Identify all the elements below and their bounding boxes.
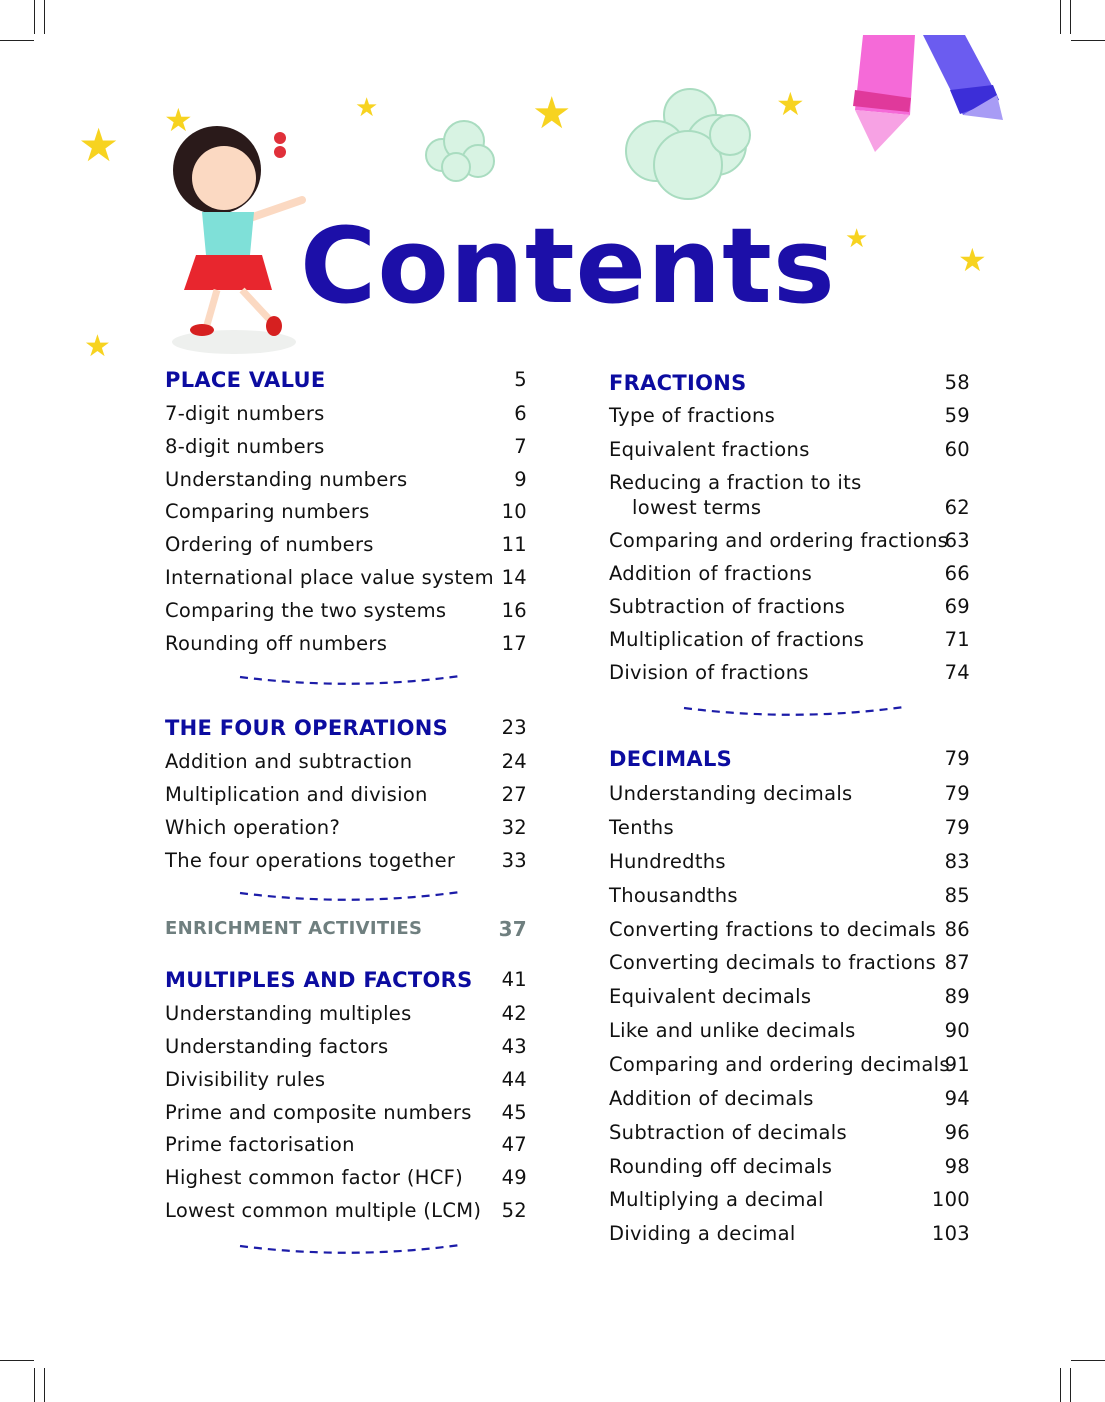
entry-title: Division of fractions [609,661,809,684]
entry-title: Converting fractions to decimals [609,918,937,941]
entry-title: Rounding off numbers [165,632,388,655]
entry-title: Reducing a fraction to its [609,471,862,494]
entry-title: Thousandths [609,884,738,907]
page-number: 49 [501,1166,527,1189]
entry-title: Rounding off decimals [609,1155,833,1178]
page-number: 10 [501,500,527,523]
page-number: 63 [944,529,970,552]
entry-title: Highest common factor (HCF) [165,1166,464,1189]
page-number: 94 [944,1087,970,1110]
star-icon: ★ [164,101,193,139]
entry-title: Tenths [609,816,674,839]
entry-title: Comparing and ordering fractions [609,529,949,552]
page-number: 17 [501,632,527,655]
entry-title: Equivalent fractions [609,438,810,461]
entry-title: THE FOUR OPERATIONS [165,716,449,740]
entry-title: Addition of fractions [609,562,813,585]
page-number: 24 [501,750,527,773]
entry-title: DECIMALS [609,747,733,771]
entry-title: Prime factorisation [165,1133,355,1156]
entry-title: Understanding decimals [609,782,853,805]
page-number: 96 [944,1121,970,1144]
page-number: 47 [501,1133,527,1156]
page-number: 37 [498,917,527,941]
entry-title: ENRICHMENT ACTIVITIES [165,918,423,939]
page-number: 9 [514,468,527,491]
section-divider [240,676,460,684]
entry-title: Comparing and ordering decimals [609,1053,950,1076]
page-number: 33 [501,849,527,872]
page-number: 87 [944,951,970,974]
page-number: 16 [501,599,527,622]
entry-title: 7-digit numbers [165,402,325,425]
entry-title: Hundredths [609,850,726,873]
entry-title: lowest terms [632,496,762,519]
page-number: 86 [944,918,970,941]
star-icon: ★ [532,88,572,139]
star-icon: ★ [776,85,805,123]
section-divider [684,707,904,715]
page-number: 103 [931,1222,970,1245]
entry-title: Multiplication and division [165,783,428,806]
star-icon: ★ [78,118,120,172]
page-number: 74 [944,661,970,684]
page-number: 79 [944,816,970,839]
page-number: 90 [944,1019,970,1042]
page-number: 42 [501,1002,527,1025]
entry-title: Understanding multiples [165,1002,412,1025]
page-number: 89 [944,985,970,1008]
entry-title: Comparing the two systems [165,599,447,622]
page-number: 83 [944,850,970,873]
entry-title: Subtraction of fractions [609,595,846,618]
page-number: 23 [501,716,527,739]
page-number: 58 [944,371,970,394]
page-number: 6 [514,402,527,425]
entry-title: Ordering of numbers [165,533,374,556]
entry-title: FRACTIONS [609,371,747,395]
entry-title: Converting decimals to fractions [609,951,937,974]
page-number: 14 [501,566,527,589]
page-number: 5 [514,368,527,391]
entry-title: Which operation? [165,816,341,839]
entry-title: Equivalent decimals [609,985,812,1008]
entry-title: Lowest common multiple (LCM) [165,1199,482,1222]
entry-title: Type of fractions [609,404,776,427]
page-number: 71 [944,628,970,651]
entry-title: Addition of decimals [609,1087,814,1110]
page-number: 59 [944,404,970,427]
entry-title: Addition and subtraction [165,750,413,773]
entry-title: The four operations together [165,849,456,872]
page-title: Contents [300,205,836,327]
page-number: 11 [501,533,527,556]
page-number: 69 [944,595,970,618]
star-icon: ★ [845,224,869,254]
section-divider [240,892,460,900]
page-number: 98 [944,1155,970,1178]
star-icon: ★ [958,241,987,279]
page-number: 91 [944,1053,970,1076]
entry-title: Comparing numbers [165,500,370,523]
page-number: 66 [944,562,970,585]
page-number: 60 [944,438,970,461]
page-number: 79 [944,747,970,770]
page-number: 27 [501,783,527,806]
entry-title: Divisibility rules [165,1068,326,1091]
entry-title: MULTIPLES AND FACTORS [165,968,473,992]
page-number: 62 [944,496,970,519]
entry-title: PLACE VALUE [165,368,326,392]
page-number: 100 [931,1188,970,1211]
page-number: 52 [501,1199,527,1222]
star-icon: ★ [355,93,379,123]
entry-title: Multiplying a decimal [609,1188,824,1211]
page-number: 43 [501,1035,527,1058]
entry-title: 8-digit numbers [165,435,325,458]
page-number: 45 [501,1101,527,1124]
page-number: 85 [944,884,970,907]
page-number: 44 [501,1068,527,1091]
entry-title: Subtraction of decimals [609,1121,847,1144]
entry-title: Multiplication of fractions [609,628,865,651]
page-number: 32 [501,816,527,839]
entry-title: International place value system [165,566,494,589]
entry-title: Understanding factors [165,1035,389,1058]
entry-title: Understanding numbers [165,468,408,491]
section-divider [240,1245,460,1253]
star-icon: ★ [84,329,111,364]
page-number: 7 [514,435,527,458]
entry-title: Like and unlike decimals [609,1019,856,1042]
entry-title: Prime and composite numbers [165,1101,472,1124]
page-number: 41 [501,968,527,991]
page-number: 79 [944,782,970,805]
entry-title: Dividing a decimal [609,1222,796,1245]
